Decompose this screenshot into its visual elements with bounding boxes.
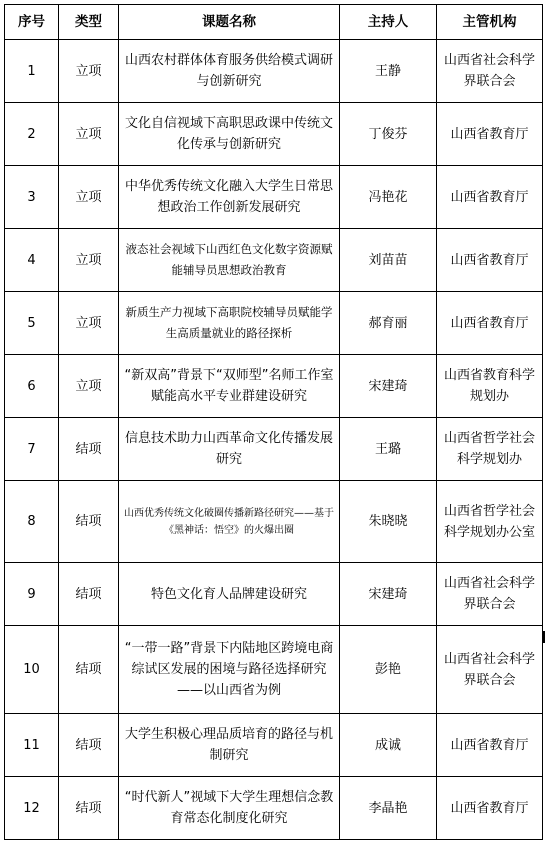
table-row bbox=[5, 626, 543, 714]
cell-type: 立项 bbox=[59, 229, 119, 292]
table-row bbox=[5, 481, 543, 563]
cell-title: 特色文化育人品牌建设研究 bbox=[119, 563, 340, 626]
cell-host: 郝育丽 bbox=[340, 292, 437, 355]
cell-host: 宋建琦 bbox=[340, 563, 437, 626]
cell-org: 山西省教育厅 bbox=[437, 103, 543, 166]
cell-no: 5 bbox=[5, 292, 59, 355]
cell-title: “新双高”背景下“双师型”名师工作室赋能高水平专业群建设研究 bbox=[119, 355, 340, 418]
cell-type: 结项 bbox=[59, 481, 119, 563]
cell-no: 3 bbox=[5, 166, 59, 229]
cell-no: 4 bbox=[5, 229, 59, 292]
cell-type: 立项 bbox=[59, 40, 119, 103]
cell-type: 立项 bbox=[59, 355, 119, 418]
table-row bbox=[5, 418, 543, 481]
cell-title: 文化自信视域下高职思政课中传统文化传承与创新研究 bbox=[119, 103, 340, 166]
cell-org: 山西省社会科学界联合会 bbox=[437, 626, 543, 714]
cell-org: 山西省哲学社会科学规划办公室 bbox=[437, 481, 543, 563]
cell-type: 结项 bbox=[59, 563, 119, 626]
cell-type: 立项 bbox=[59, 166, 119, 229]
header-title: 课题名称 bbox=[119, 5, 340, 40]
cell-no: 7 bbox=[5, 418, 59, 481]
header-type: 类型 bbox=[59, 5, 119, 40]
cell-title: 中华优秀传统文化融入大学生日常思想政治工作创新发展研究 bbox=[119, 166, 340, 229]
cell-host: 宋建琦 bbox=[340, 355, 437, 418]
cell-no: 1 bbox=[5, 40, 59, 103]
cell-host: 丁俊芬 bbox=[340, 103, 437, 166]
cell-type: 结项 bbox=[59, 418, 119, 481]
cell-title: 新质生产力视域下高职院校辅导员赋能学生高质量就业的路径探析 bbox=[119, 292, 340, 355]
header-host: 主持人 bbox=[340, 5, 437, 40]
cell-title: 山西优秀传统文化破圈传播新路径研究——基于《黑神话：悟空》的火爆出圈 bbox=[119, 481, 340, 563]
cell-host: 朱晓晓 bbox=[340, 481, 437, 563]
table-row bbox=[5, 714, 543, 777]
cell-no: 8 bbox=[5, 481, 59, 563]
cell-host: 刘苗苗 bbox=[340, 229, 437, 292]
table-row bbox=[5, 229, 543, 292]
cell-host: 彭艳 bbox=[340, 626, 437, 714]
header-no: 序号 bbox=[5, 5, 59, 40]
table-row bbox=[5, 563, 543, 626]
cell-no: 11 bbox=[5, 714, 59, 777]
cell-org: 山西省教育厅 bbox=[437, 292, 543, 355]
cell-no: 12 bbox=[5, 777, 59, 840]
header-org: 主管机构 bbox=[437, 5, 543, 40]
cell-title: “时代新人”视域下大学生理想信念教育常态化制度化研究 bbox=[119, 777, 340, 840]
cell-org: 山西省教育厅 bbox=[437, 229, 543, 292]
cell-title: 山西农村群体体育服务供给模式调研与创新研究 bbox=[119, 40, 340, 103]
cell-org: 山西省教育厅 bbox=[437, 166, 543, 229]
cell-org: 山西省哲学社会科学规划办 bbox=[437, 418, 543, 481]
cell-type: 立项 bbox=[59, 103, 119, 166]
cell-title: 大学生积极心理品质培育的路径与机制研究 bbox=[119, 714, 340, 777]
edge-mark bbox=[543, 631, 545, 643]
cell-host: 成诚 bbox=[340, 714, 437, 777]
project-table bbox=[4, 4, 543, 840]
cell-title: 信息技术助力山西革命文化传播发展研究 bbox=[119, 418, 340, 481]
cell-host: 王璐 bbox=[340, 418, 437, 481]
table-row bbox=[5, 777, 543, 840]
cell-host: 冯艳花 bbox=[340, 166, 437, 229]
cell-no: 10 bbox=[5, 626, 59, 714]
cell-host: 李晶艳 bbox=[340, 777, 437, 840]
cell-org: 山西省社会科学界联合会 bbox=[437, 40, 543, 103]
cell-org: 山西省教育厅 bbox=[437, 777, 543, 840]
cell-type: 结项 bbox=[59, 626, 119, 714]
table-row bbox=[5, 40, 543, 103]
cell-host: 王静 bbox=[340, 40, 437, 103]
cell-no: 2 bbox=[5, 103, 59, 166]
cell-no: 6 bbox=[5, 355, 59, 418]
cell-title: 液态社会视域下山西红色文化数字资源赋能辅导员思想政治教育 bbox=[119, 229, 340, 292]
cell-org: 山西省教育厅 bbox=[437, 714, 543, 777]
cell-type: 结项 bbox=[59, 777, 119, 840]
table-row bbox=[5, 355, 543, 418]
table-row bbox=[5, 166, 543, 229]
cell-type: 立项 bbox=[59, 292, 119, 355]
cell-no: 9 bbox=[5, 563, 59, 626]
cell-title: “一带一路”背景下内陆地区跨境电商综试区发展的困境与路径选择研究——以山西省为例 bbox=[119, 626, 340, 714]
header-row bbox=[5, 5, 543, 40]
table-row bbox=[5, 292, 543, 355]
cell-org: 山西省社会科学界联合会 bbox=[437, 563, 543, 626]
cell-type: 结项 bbox=[59, 714, 119, 777]
cell-org: 山西省教育科学规划办 bbox=[437, 355, 543, 418]
table-row bbox=[5, 103, 543, 166]
